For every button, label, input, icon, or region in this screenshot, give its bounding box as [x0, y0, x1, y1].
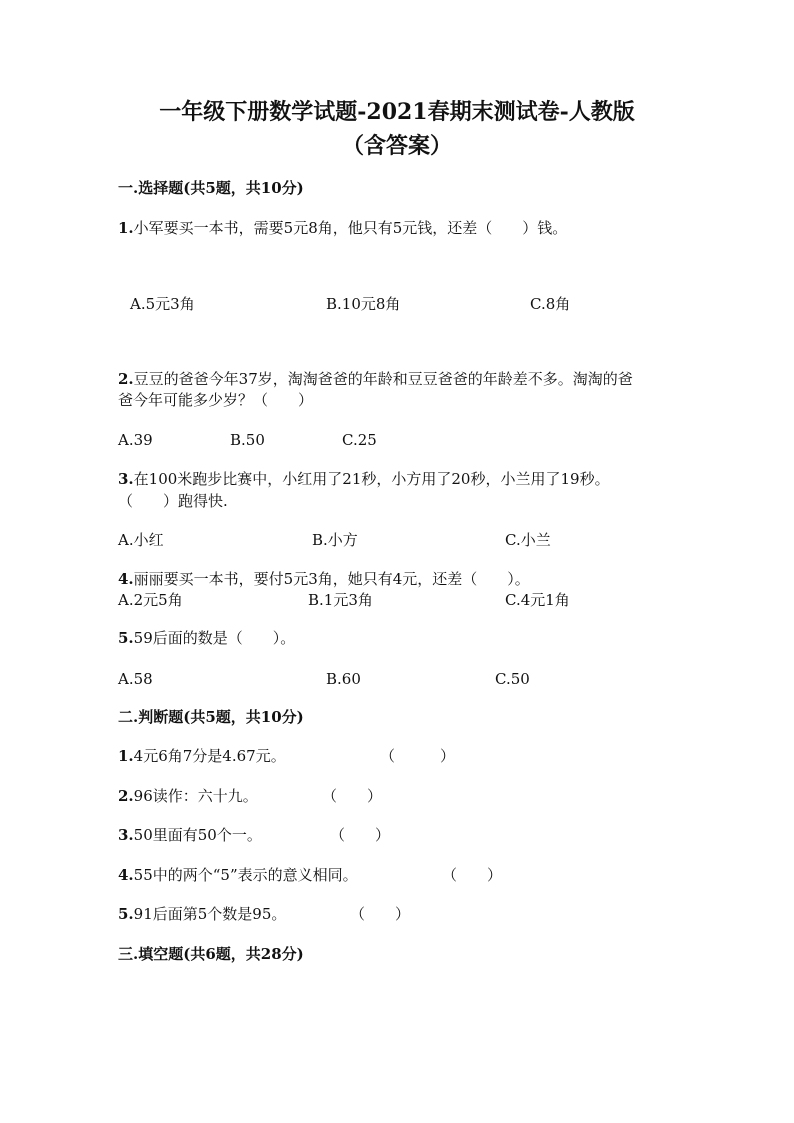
item-number: 1.	[118, 747, 134, 765]
item-number: 3.	[118, 826, 134, 844]
question-number: 3.	[118, 470, 134, 488]
question-number: 2.	[118, 370, 134, 388]
section-heading-judgment: 二.判断题(共5题，共10分)	[118, 708, 304, 726]
judgment-item-2	[118, 786, 258, 806]
question-number: 5.	[118, 629, 134, 647]
answer-blank: （ ）	[322, 787, 383, 805]
option-a: A.39	[118, 431, 153, 449]
item-text: 50里面有50个一。	[133, 826, 262, 844]
answer-blank: （ ）	[330, 826, 391, 844]
section-heading-fill-blank: 三.填空题(共6题，共28分)	[118, 945, 304, 963]
item-text: 4元6角7分是4.67元。	[133, 747, 286, 765]
option-b: B.小方	[312, 531, 358, 549]
question-5	[118, 628, 295, 648]
answer-blank: （ ）	[350, 905, 411, 923]
option-c: C.25	[342, 431, 377, 449]
option-c: C.50	[495, 670, 530, 688]
option-b: B.1元3角	[308, 591, 373, 609]
question-text-continued: 爸今年可能多少岁？（ ）	[118, 391, 314, 409]
item-number: 2.	[118, 787, 134, 805]
option-c: C.8角	[530, 295, 571, 313]
option-b: B.50	[230, 431, 265, 449]
item-number: 4.	[118, 866, 134, 884]
answer-blank: （ ）	[380, 747, 456, 765]
question-4	[118, 569, 530, 589]
item-number: 5.	[118, 905, 134, 923]
question-text: 在100米跑步比赛中，小红用了21秒，小方用了20秒，小兰用了19秒。	[133, 470, 610, 488]
option-b: B.10元8角	[326, 295, 401, 313]
question-number: 4.	[118, 570, 134, 588]
option-a: A.58	[118, 670, 153, 688]
question-text: 59后面的数是（ ）。	[133, 629, 296, 647]
answer-blank: （ ）	[442, 866, 503, 884]
option-c: C.小兰	[505, 531, 551, 549]
question-2	[118, 369, 633, 389]
item-text: 91后面第5个数是95。	[133, 905, 287, 923]
question-number: 1.	[118, 219, 134, 237]
judgment-item-5	[118, 904, 286, 924]
question-3	[118, 469, 610, 489]
option-c: C.4元1角	[505, 591, 570, 609]
question-text: 小军要买一本书，需要5元8角，他只有5元钱，还差（ ）钱。	[133, 219, 568, 237]
judgment-item-4	[118, 865, 358, 885]
question-text: 丽丽要买一本书，要付5元3角，她只有4元，还差（ ）。	[133, 570, 530, 588]
document-title: 一年级下册数学试题-2021春期末测试卷-人教版	[159, 99, 635, 125]
question-text: 豆豆的爸爸今年37岁，淘淘爸爸的年龄和豆豆爸爸的年龄差不多。淘淘的爸	[133, 370, 633, 388]
judgment-item-1	[118, 746, 286, 766]
question-text-continued: （ ）跑得快.	[118, 492, 228, 510]
option-a: A.小红	[118, 531, 164, 549]
option-a: A.2元5角	[118, 591, 183, 609]
judgment-item-3	[118, 825, 262, 845]
item-text: 96读作：六十九。	[133, 787, 258, 805]
item-text: 55中的两个“5”表示的意义相同。	[133, 866, 358, 884]
option-b: B.60	[326, 670, 361, 688]
section-heading-choice: 一.选择题(共5题，共10分)	[118, 179, 304, 197]
question-1	[118, 218, 567, 238]
option-a: A.5元3角	[130, 295, 195, 313]
document-subtitle: （含答案）	[341, 133, 452, 159]
